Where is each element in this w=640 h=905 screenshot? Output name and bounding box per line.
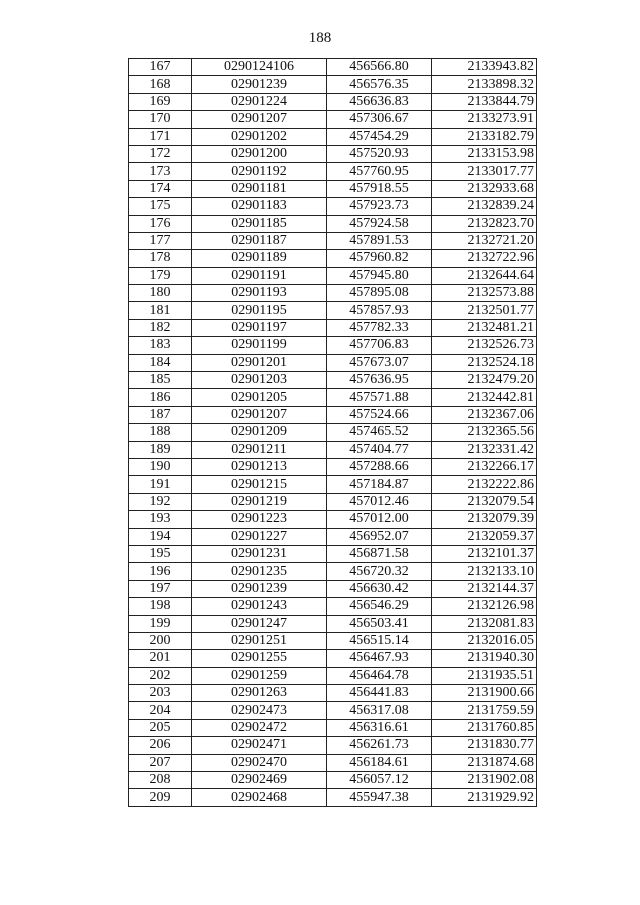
y-coordinate-cell: 2131900.66 [432,685,537,702]
x-coordinate-cell: 457636.95 [327,372,432,389]
point-id-cell: 02901239 [192,76,327,93]
x-coordinate-cell: 457891.53 [327,232,432,249]
x-coordinate-cell: 456317.08 [327,702,432,719]
point-id-cell: 02901199 [192,337,327,354]
row-number-cell: 167 [129,59,192,76]
point-id-cell: 02901231 [192,545,327,562]
y-coordinate-cell: 2132133.10 [432,563,537,580]
table-row [129,476,537,493]
table-row [129,180,537,197]
y-coordinate-cell: 2133273.91 [432,111,537,128]
table-row [129,319,537,336]
y-coordinate-cell: 2132644.64 [432,267,537,284]
x-coordinate-cell: 456720.32 [327,563,432,580]
row-number-cell: 181 [129,302,192,319]
y-coordinate-cell: 2132501.77 [432,302,537,319]
row-number-cell: 188 [129,424,192,441]
point-id-cell: 02901239 [192,580,327,597]
point-id-cell: 02901207 [192,111,327,128]
point-id-cell: 02901202 [192,128,327,145]
row-number-cell: 194 [129,528,192,545]
y-coordinate-cell: 2132442.81 [432,389,537,406]
table-row [129,737,537,754]
y-coordinate-cell: 2131940.30 [432,650,537,667]
table-row [129,198,537,215]
x-coordinate-cell: 457520.93 [327,145,432,162]
point-id-cell: 02901263 [192,685,327,702]
row-number-cell: 209 [129,789,192,806]
y-coordinate-cell: 2131830.77 [432,737,537,754]
x-coordinate-cell: 457895.08 [327,285,432,302]
point-id-cell: 02901193 [192,285,327,302]
page-number: 188 [308,30,332,46]
table-row [129,632,537,649]
table-row [129,563,537,580]
row-number-cell: 189 [129,441,192,458]
point-id-cell: 02901224 [192,93,327,110]
table-row [129,59,537,76]
y-coordinate-cell: 2131902.08 [432,772,537,789]
x-coordinate-cell: 456503.41 [327,615,432,632]
row-number-cell: 206 [129,737,192,754]
x-coordinate-cell: 457857.93 [327,302,432,319]
x-coordinate-cell: 456546.29 [327,598,432,615]
y-coordinate-cell: 2132101.37 [432,545,537,562]
point-id-cell: 02902469 [192,772,327,789]
table-row [129,754,537,771]
y-coordinate-cell: 2133017.77 [432,163,537,180]
row-number-cell: 186 [129,389,192,406]
table-row [129,232,537,249]
y-coordinate-cell: 2133844.79 [432,93,537,110]
row-number-cell: 169 [129,93,192,110]
row-number-cell: 183 [129,337,192,354]
x-coordinate-cell: 456566.80 [327,59,432,76]
table-row [129,772,537,789]
row-number-cell: 168 [129,76,192,93]
row-number-cell: 187 [129,406,192,423]
y-coordinate-cell: 2132481.21 [432,319,537,336]
x-coordinate-cell: 456871.58 [327,545,432,562]
y-coordinate-cell: 2131760.85 [432,719,537,736]
y-coordinate-cell: 2132331.42 [432,441,537,458]
x-coordinate-cell: 457288.66 [327,458,432,475]
table-row [129,337,537,354]
x-coordinate-cell: 457706.83 [327,337,432,354]
point-id-cell: 02901189 [192,250,327,267]
table-row [129,76,537,93]
table-row [129,389,537,406]
point-id-cell: 02901183 [192,198,327,215]
point-id-cell: 02901187 [192,232,327,249]
row-number-cell: 175 [129,198,192,215]
x-coordinate-cell: 456952.07 [327,528,432,545]
coordinates-table [128,58,537,807]
y-coordinate-cell: 2131935.51 [432,667,537,684]
row-number-cell: 198 [129,598,192,615]
row-number-cell: 201 [129,650,192,667]
x-coordinate-cell: 456261.73 [327,737,432,754]
table-row [129,702,537,719]
y-coordinate-cell: 2132721.20 [432,232,537,249]
point-id-cell: 02901181 [192,180,327,197]
point-id-cell: 02901227 [192,528,327,545]
row-number-cell: 203 [129,685,192,702]
coordinates-table-body [129,59,537,807]
point-id-cell: 0290124106 [192,59,327,76]
x-coordinate-cell: 457923.73 [327,198,432,215]
x-coordinate-cell: 457571.88 [327,389,432,406]
y-coordinate-cell: 2132526.73 [432,337,537,354]
y-coordinate-cell: 2131874.68 [432,754,537,771]
row-number-cell: 205 [129,719,192,736]
table-row [129,250,537,267]
x-coordinate-cell: 457454.29 [327,128,432,145]
x-coordinate-cell: 457184.87 [327,476,432,493]
x-coordinate-cell: 457012.46 [327,493,432,510]
x-coordinate-cell: 456184.61 [327,754,432,771]
row-number-cell: 196 [129,563,192,580]
row-number-cell: 199 [129,615,192,632]
y-coordinate-cell: 2132524.18 [432,354,537,371]
row-number-cell: 208 [129,772,192,789]
y-coordinate-cell: 2132126.98 [432,598,537,615]
table-row [129,458,537,475]
x-coordinate-cell: 456576.35 [327,76,432,93]
x-coordinate-cell: 455947.38 [327,789,432,806]
row-number-cell: 192 [129,493,192,510]
x-coordinate-cell: 457404.77 [327,441,432,458]
x-coordinate-cell: 457760.95 [327,163,432,180]
point-id-cell: 02901213 [192,458,327,475]
point-id-cell: 02902470 [192,754,327,771]
y-coordinate-cell: 2133898.32 [432,76,537,93]
y-coordinate-cell: 2132016.05 [432,632,537,649]
y-coordinate-cell: 2132823.70 [432,215,537,232]
point-id-cell: 02901243 [192,598,327,615]
table-row [129,528,537,545]
row-number-cell: 178 [129,250,192,267]
table-row [129,493,537,510]
point-id-cell: 02902473 [192,702,327,719]
table-row [129,598,537,615]
table-row [129,128,537,145]
table-row [129,545,537,562]
x-coordinate-cell: 457960.82 [327,250,432,267]
table-row [129,511,537,528]
table-row [129,302,537,319]
point-id-cell: 02901235 [192,563,327,580]
x-coordinate-cell: 457012.00 [327,511,432,528]
row-number-cell: 184 [129,354,192,371]
point-id-cell: 02901251 [192,632,327,649]
y-coordinate-cell: 2132839.24 [432,198,537,215]
table-row [129,406,537,423]
row-number-cell: 190 [129,458,192,475]
point-id-cell: 02901203 [192,372,327,389]
x-coordinate-cell: 457924.58 [327,215,432,232]
row-number-cell: 202 [129,667,192,684]
table-row [129,424,537,441]
y-coordinate-cell: 2132933.68 [432,180,537,197]
x-coordinate-cell: 456630.42 [327,580,432,597]
point-id-cell: 02901247 [192,615,327,632]
x-coordinate-cell: 456316.61 [327,719,432,736]
row-number-cell: 174 [129,180,192,197]
x-coordinate-cell: 456636.83 [327,93,432,110]
x-coordinate-cell: 456515.14 [327,632,432,649]
row-number-cell: 185 [129,372,192,389]
x-coordinate-cell: 456441.83 [327,685,432,702]
point-id-cell: 02901209 [192,424,327,441]
y-coordinate-cell: 2131759.59 [432,702,537,719]
point-id-cell: 02902472 [192,719,327,736]
point-id-cell: 02902471 [192,737,327,754]
y-coordinate-cell: 2131929.92 [432,789,537,806]
y-coordinate-cell: 2132479.20 [432,372,537,389]
y-coordinate-cell: 2132266.17 [432,458,537,475]
table-row [129,111,537,128]
row-number-cell: 200 [129,632,192,649]
table-row [129,789,537,806]
point-id-cell: 02901205 [192,389,327,406]
row-number-cell: 207 [129,754,192,771]
table-row [129,93,537,110]
table-row [129,685,537,702]
row-number-cell: 193 [129,511,192,528]
table-row [129,667,537,684]
x-coordinate-cell: 457524.66 [327,406,432,423]
table-row [129,580,537,597]
x-coordinate-cell: 457465.52 [327,424,432,441]
point-id-cell: 02901219 [192,493,327,510]
x-coordinate-cell: 456057.12 [327,772,432,789]
table-row [129,650,537,667]
row-number-cell: 170 [129,111,192,128]
x-coordinate-cell: 456464.78 [327,667,432,684]
point-id-cell: 02901197 [192,319,327,336]
table-row [129,615,537,632]
y-coordinate-cell: 2132222.86 [432,476,537,493]
point-id-cell: 02901192 [192,163,327,180]
y-coordinate-cell: 2132079.39 [432,511,537,528]
table-row [129,372,537,389]
point-id-cell: 02902468 [192,789,327,806]
point-id-cell: 02901207 [192,406,327,423]
x-coordinate-cell: 457306.67 [327,111,432,128]
table-row [129,719,537,736]
point-id-cell: 02901185 [192,215,327,232]
table-row [129,441,537,458]
x-coordinate-cell: 457673.07 [327,354,432,371]
table-row [129,354,537,371]
row-number-cell: 173 [129,163,192,180]
y-coordinate-cell: 2132367.06 [432,406,537,423]
y-coordinate-cell: 2132081.83 [432,615,537,632]
point-id-cell: 02901201 [192,354,327,371]
y-coordinate-cell: 2132059.37 [432,528,537,545]
point-id-cell: 02901255 [192,650,327,667]
y-coordinate-cell: 2132573.88 [432,285,537,302]
row-number-cell: 197 [129,580,192,597]
table-row [129,285,537,302]
point-id-cell: 02901200 [192,145,327,162]
row-number-cell: 180 [129,285,192,302]
y-coordinate-cell: 2132722.96 [432,250,537,267]
point-id-cell: 02901191 [192,267,327,284]
row-number-cell: 182 [129,319,192,336]
table-row [129,145,537,162]
y-coordinate-cell: 2133153.98 [432,145,537,162]
y-coordinate-cell: 2133943.82 [432,59,537,76]
point-id-cell: 02901195 [192,302,327,319]
row-number-cell: 204 [129,702,192,719]
y-coordinate-cell: 2132144.37 [432,580,537,597]
row-number-cell: 177 [129,232,192,249]
x-coordinate-cell: 457945.80 [327,267,432,284]
table-row [129,215,537,232]
row-number-cell: 172 [129,145,192,162]
y-coordinate-cell: 2132079.54 [432,493,537,510]
table-row [129,163,537,180]
point-id-cell: 02901223 [192,511,327,528]
row-number-cell: 171 [129,128,192,145]
row-number-cell: 179 [129,267,192,284]
row-number-cell: 191 [129,476,192,493]
point-id-cell: 02901211 [192,441,327,458]
y-coordinate-cell: 2132365.56 [432,424,537,441]
row-number-cell: 176 [129,215,192,232]
row-number-cell: 195 [129,545,192,562]
point-id-cell: 02901259 [192,667,327,684]
x-coordinate-cell: 457918.55 [327,180,432,197]
x-coordinate-cell: 456467.93 [327,650,432,667]
point-id-cell: 02901215 [192,476,327,493]
x-coordinate-cell: 457782.33 [327,319,432,336]
y-coordinate-cell: 2133182.79 [432,128,537,145]
table-row [129,267,537,284]
